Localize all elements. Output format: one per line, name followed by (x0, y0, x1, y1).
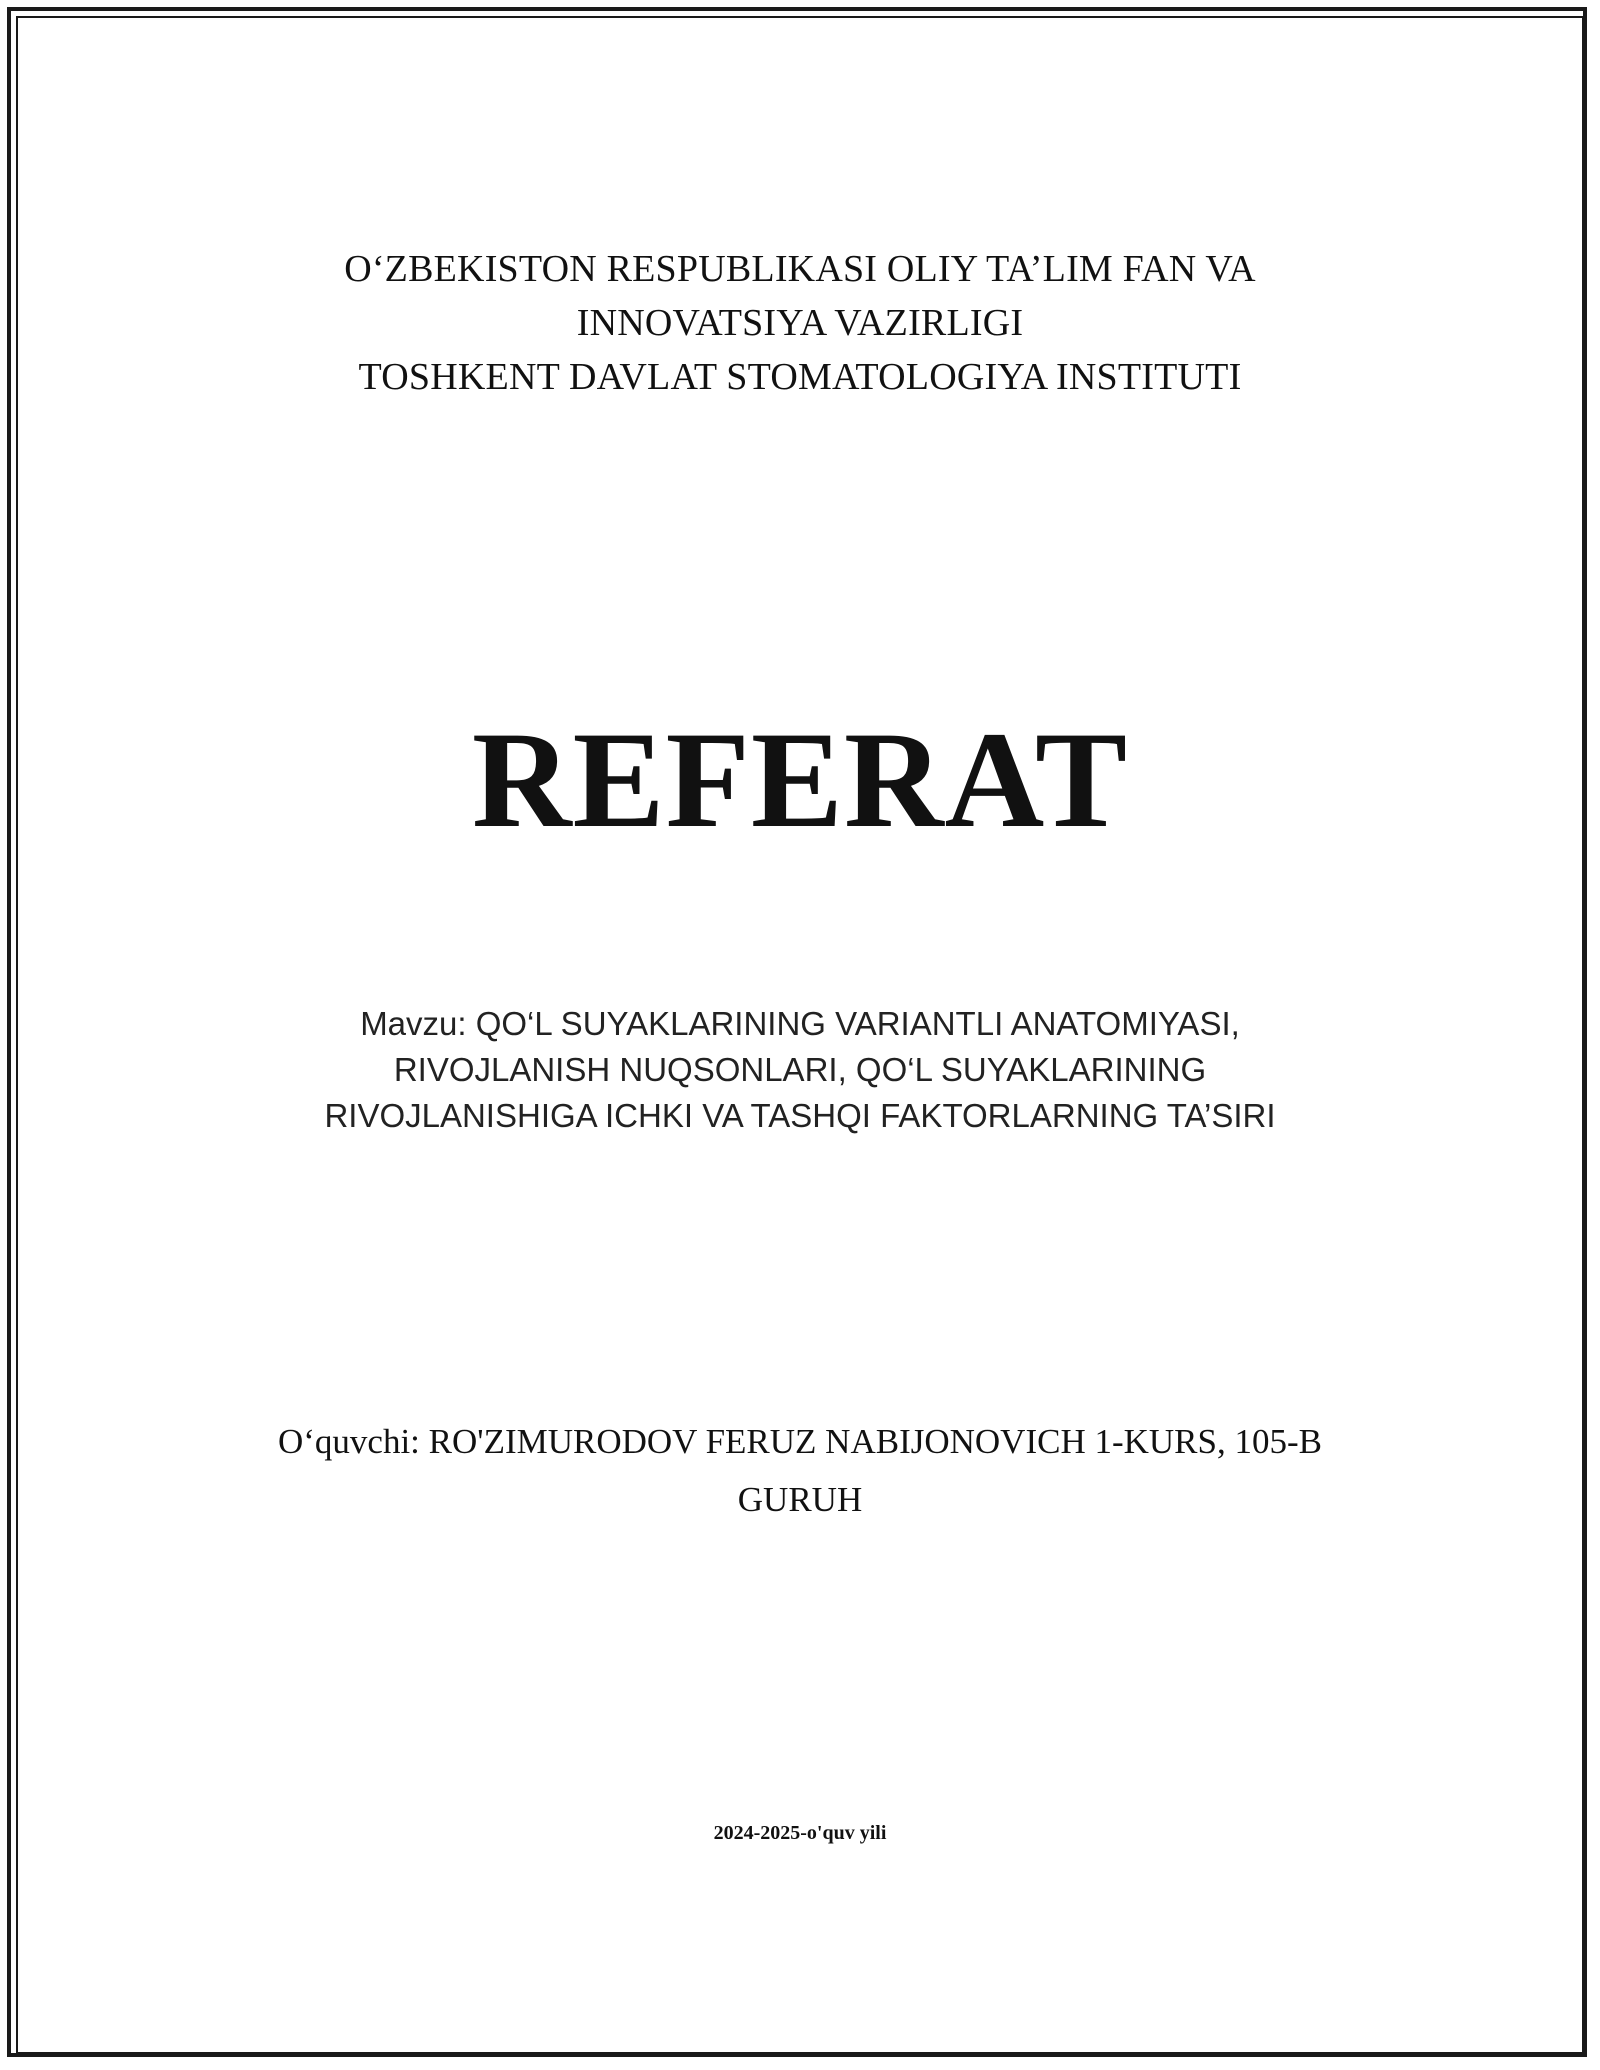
title-text: REFERAT (471, 703, 1129, 856)
topic-line-1: Mavzu: QO‘L SUYAKLARINING VARIANTLI ANATOMIYASI, (360, 1005, 1240, 1042)
student-block (0, 1413, 1600, 1529)
academic-year (0, 1820, 1600, 1846)
topic-line-3: RIVOJLANISHIGA ICHKI VA TASHQI FAKTORLARNING TA’SIRI (324, 1097, 1276, 1134)
document-title (0, 700, 1600, 860)
academic-year-text: 2024-2025-o'quv yili (713, 1822, 887, 1844)
student-line-1: O‘quvchi: RO'ZIMURODOV FERUZ NABIJONOVICH 1-KURS, 105-B (277, 1422, 1322, 1461)
institute-name: TOSHKENT DAVLAT STOMATOLOGIYA INSTITUTI (358, 356, 1242, 398)
ministry-line-2: INNOVATSIYA VAZIRLIGI (576, 302, 1024, 344)
ministry-header (0, 242, 1600, 404)
topic-line-2: RIVOJLANISH NUQSONLARI, QO‘L SUYAKLARINING (393, 1051, 1207, 1088)
ministry-line-1: O‘ZBEKISTON RESPUBLIKASI OLIY TA’LIM FAN VA (344, 248, 1256, 290)
student-line-2: GURUH (737, 1480, 863, 1519)
topic-block (0, 1001, 1600, 1139)
